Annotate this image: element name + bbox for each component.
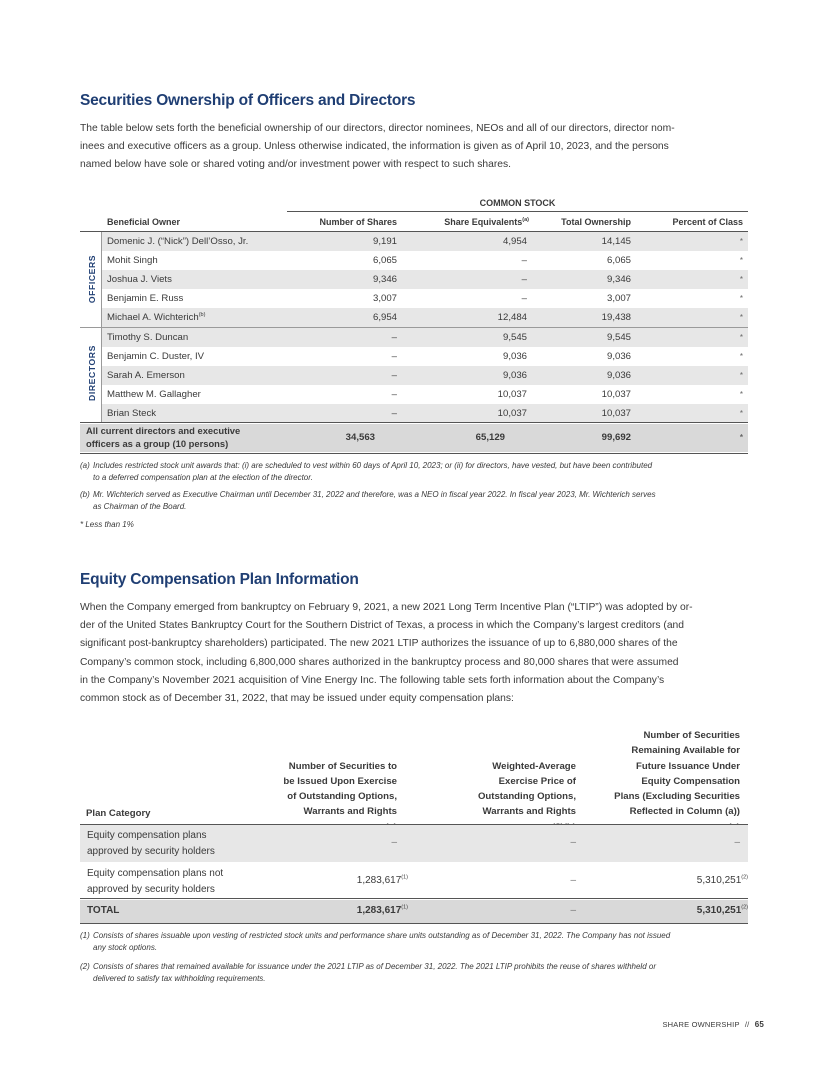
common-stock-group-header: COMMON STOCK bbox=[479, 198, 556, 208]
footnote-text: Mr. Wichterich served as Executive Chairman until December 31, 2022 and therefore, was a NEO in fiscal year 2022. In fiscal year 2023, Mr. Wichterich serves bbox=[93, 490, 656, 499]
percent-value: * bbox=[739, 333, 743, 342]
intro-line: named below have sole or shared voting and/or investment power with respect to such shares. bbox=[80, 159, 511, 171]
plan-category-line: approved by security holders bbox=[87, 846, 215, 857]
shares-value: 3,007 bbox=[372, 293, 397, 304]
footnote-text: any stock options. bbox=[93, 943, 158, 952]
directors-side-label: DIRECTORS bbox=[87, 345, 97, 401]
table-row bbox=[102, 404, 748, 423]
owner-name: Mohit Singh bbox=[107, 255, 158, 266]
total-value: 14,145 bbox=[601, 236, 631, 247]
total-securities-to-issue bbox=[357, 905, 408, 916]
percent-value: * bbox=[739, 352, 743, 361]
plan-category-line: Equity compensation plans not bbox=[87, 868, 224, 879]
percent-value: * bbox=[739, 409, 743, 418]
group-header-rule bbox=[287, 211, 748, 212]
total-value: 3,007 bbox=[606, 293, 631, 304]
value: 1,283,617 bbox=[356, 905, 402, 916]
table-row bbox=[102, 385, 748, 404]
owner-name: Domenic J. (“Nick”) Dell’Osso, Jr. bbox=[107, 236, 249, 247]
group-total-percent: * bbox=[739, 433, 743, 442]
col-header-c: Number of Securities Remaining Available for Future Issuance Under Equity Compensation Plans (Excluding Securities Reflected in Column (a)) bbox=[614, 729, 740, 818]
officers-side-label: OFFICERS bbox=[87, 254, 97, 304]
securities-to-issue: – bbox=[391, 837, 397, 848]
group-total-total: 99,692 bbox=[601, 432, 631, 443]
total-value: 19,438 bbox=[601, 312, 631, 323]
footnote-ref: (b) bbox=[198, 311, 206, 318]
footnote-label: (a) bbox=[80, 461, 90, 470]
footnote-a bbox=[80, 460, 748, 484]
total-value: 6,065 bbox=[606, 255, 631, 266]
section-title-securities-ownership: Securities Ownership of Officers and Directors bbox=[80, 92, 416, 109]
equivalents-value: 10,037 bbox=[497, 408, 527, 419]
group-total-equivalents: 65,129 bbox=[475, 432, 505, 443]
total-row bbox=[80, 900, 748, 923]
percent-value: * bbox=[739, 237, 743, 246]
shares-value: 9,346 bbox=[372, 274, 397, 285]
col-header-percent: Percent of Class bbox=[672, 217, 743, 227]
page-footer bbox=[662, 1020, 764, 1029]
weighted-average-price: – bbox=[570, 837, 576, 848]
footnote-label: (1) bbox=[80, 931, 90, 940]
owner-name: Matthew M. Gallagher bbox=[107, 389, 201, 400]
footnote-text: Consists of shares issuable upon vesting of restricted stock units and performance share units outstanding as of December 31, 2022. The Company has not issued bbox=[93, 931, 671, 940]
footnote-text: as Chairman of the Board. bbox=[93, 502, 187, 511]
section2-intro bbox=[80, 599, 748, 708]
value: 1,283,617 bbox=[356, 875, 402, 886]
total-value: 10,037 bbox=[601, 389, 631, 400]
value: 5,310,251 bbox=[696, 875, 742, 886]
total-value: 10,037 bbox=[601, 408, 631, 419]
table-row bbox=[102, 347, 748, 366]
footer-section: SHARE OWNERSHIP bbox=[662, 1020, 740, 1029]
footnote-ref: (a) bbox=[522, 217, 529, 223]
total-weighted-average-price: – bbox=[570, 905, 576, 916]
footnote-ref: (2) bbox=[741, 874, 748, 881]
owner-name: Joshua J. Viets bbox=[107, 274, 172, 285]
footnote-text: Includes restricted stock unit awards that: (i) are scheduled to vest within 60 days of April 10, 2023; or (ii) for directors, have vested, but have been contributed bbox=[93, 461, 653, 470]
page-number: 65 bbox=[754, 1020, 764, 1029]
table-row bbox=[80, 825, 748, 862]
footnote-ref: (1) bbox=[401, 904, 408, 911]
col-header-total: Total Ownership bbox=[561, 217, 631, 227]
equivalents-value: 9,036 bbox=[502, 351, 527, 362]
group-total-label-line: All current directors and executive bbox=[86, 425, 241, 436]
table-row bbox=[102, 289, 748, 308]
intro-line: common stock as of December 31, 2022, that may be issued under equity compensation plans: bbox=[80, 693, 514, 705]
shares-value: – bbox=[391, 408, 397, 419]
equivalents-value: – bbox=[521, 255, 527, 266]
shares-value: 6,954 bbox=[372, 312, 397, 323]
table-row bbox=[102, 251, 748, 270]
intro-line: When the Company emerged from bankruptcy on February 9, 2021, a new 2021 Long Term Incentive Plan (“LTIP”) was adopted by or- bbox=[80, 602, 693, 613]
value: 5,310,251 bbox=[696, 905, 742, 916]
total-value: 9,346 bbox=[606, 274, 631, 285]
shares-value: 6,065 bbox=[372, 255, 397, 266]
intro-line: inees and executive officers as a group. Unless otherwise indicated, the information is given as of April 10, 2023, and the persons bbox=[80, 141, 669, 153]
plan-category-line: approved by security holders bbox=[87, 884, 215, 895]
table-row bbox=[102, 366, 748, 385]
officers-rows bbox=[102, 232, 748, 327]
plan-category bbox=[87, 828, 215, 860]
equivalents-value: 4,954 bbox=[502, 236, 527, 247]
percent-value: * bbox=[739, 390, 743, 399]
group-total-row bbox=[80, 424, 748, 452]
intro-line: The table below sets forth the beneficial ownership of our directors, director nominees, NEOs and all of our directors, director nom- bbox=[80, 123, 675, 134]
equivalents-value: 9,036 bbox=[502, 370, 527, 381]
col-header-owner: Beneficial Owner bbox=[107, 217, 181, 227]
percent-value: * bbox=[739, 275, 743, 284]
table-row bbox=[102, 308, 748, 327]
group-total-label-line: officers as a group (10 persons) bbox=[86, 437, 229, 449]
equity-plan-table bbox=[80, 714, 748, 926]
owner-name: Brian Steck bbox=[107, 408, 157, 419]
footnote-b bbox=[80, 489, 748, 513]
ownership-table bbox=[80, 196, 748, 456]
intro-line: significant post-bankruptcy shareholders) participated. The new 2021 LTIP authorizes the issuance of up to 6,880,000 shares of the bbox=[80, 638, 678, 650]
footer-separator: // bbox=[744, 1020, 750, 1029]
table-row bbox=[102, 328, 748, 347]
col-header-b: Weighted-Average Exercise Price of Outstanding Options, Warrants and Rights bbox=[477, 760, 576, 818]
total-rule bbox=[80, 422, 748, 423]
securities-to-issue bbox=[357, 875, 408, 886]
table-row bbox=[80, 862, 748, 899]
table-row bbox=[102, 232, 748, 251]
group-total-shares: 34,563 bbox=[345, 432, 375, 443]
equivalents-value: 12,484 bbox=[497, 312, 527, 323]
col-header-a: Number of Securities to be Issued Upon Exercise of Outstanding Options, Warrants and Rights bbox=[283, 760, 397, 818]
percent-value: * bbox=[739, 256, 743, 265]
footnote-1 bbox=[80, 930, 748, 954]
footnote-ref: (2) bbox=[741, 904, 748, 911]
section1-intro bbox=[80, 120, 748, 175]
shares-value: 9,191 bbox=[372, 236, 397, 247]
footnote-star: * Less than 1% bbox=[80, 520, 134, 529]
total-value: 9,036 bbox=[606, 370, 631, 381]
percent-value: * bbox=[739, 294, 743, 303]
owner-name bbox=[107, 308, 205, 327]
table-bottom-rule bbox=[80, 923, 748, 924]
footnote-2 bbox=[80, 961, 748, 985]
total-label: TOTAL bbox=[87, 905, 120, 916]
total-securities-remaining bbox=[697, 905, 748, 916]
equivalents-value: 9,545 bbox=[502, 332, 527, 343]
percent-value: * bbox=[739, 371, 743, 380]
footnote-text: delivered to satisfy tax withholding requirements. bbox=[93, 974, 266, 983]
owner-name: Benjamin C. Duster, IV bbox=[107, 351, 205, 362]
col-header-equivalents-label: Share Equivalents bbox=[444, 217, 523, 227]
col-header-category: Plan Category bbox=[86, 808, 151, 819]
footnote-text: Consists of shares that remained available for issuance under the 2021 LTIP as of December 31, 2022. The 2021 LTIP prohibits the reuse of shares withheld or bbox=[93, 962, 656, 971]
shares-value: – bbox=[391, 351, 397, 362]
table-row bbox=[102, 270, 748, 289]
owner-name: Benjamin E. Russ bbox=[107, 293, 184, 304]
owner-name: Sarah A. Emerson bbox=[107, 370, 185, 381]
footnote-label: (2) bbox=[80, 962, 90, 971]
plan-category-line: Equity compensation plans bbox=[87, 830, 207, 841]
securities-remaining: – bbox=[734, 837, 740, 848]
col-header-shares: Number of Shares bbox=[319, 217, 397, 227]
plan-category bbox=[87, 866, 223, 898]
shares-value: – bbox=[391, 332, 397, 343]
footnote-ref: (1) bbox=[401, 874, 408, 881]
weighted-average-price: – bbox=[570, 875, 576, 886]
directors-rows bbox=[102, 328, 748, 423]
col-header-equivalents bbox=[444, 217, 529, 227]
owner-name: Timothy S. Duncan bbox=[107, 332, 189, 343]
total-value: 9,036 bbox=[606, 351, 631, 362]
section-title-equity-compensation: Equity Compensation Plan Information bbox=[80, 571, 359, 588]
equivalents-value: 10,037 bbox=[497, 389, 527, 400]
equivalents-value: – bbox=[521, 274, 527, 285]
equivalents-value: – bbox=[521, 293, 527, 304]
securities-remaining bbox=[697, 875, 748, 886]
group-total-label bbox=[86, 425, 240, 450]
total-value: 9,545 bbox=[606, 332, 631, 343]
footnote-label: (b) bbox=[80, 490, 90, 499]
table-bottom-rule bbox=[80, 453, 748, 454]
intro-line: der of the United States Bankruptcy Court for the Southern District of Texas, a process in which the Company’s largest creditors (and bbox=[80, 620, 684, 632]
total-rule bbox=[80, 898, 748, 899]
intro-line: Company’s common stock, including 6,800,000 shares authorized in the bankruptcy process and 80,000 shares that were assumed bbox=[80, 656, 679, 668]
shares-value: – bbox=[391, 370, 397, 381]
intro-line: in the Company’s November 2021 acquisition of Vine Energy Inc. The following table sets forth information about the Company’s bbox=[80, 674, 665, 686]
footnote-text: to a deferred compensation plan at the election of the director. bbox=[93, 473, 313, 482]
owner-name-text: Michael A. Wichterich bbox=[107, 312, 199, 323]
percent-value: * bbox=[739, 313, 743, 322]
shares-value: – bbox=[391, 389, 397, 400]
